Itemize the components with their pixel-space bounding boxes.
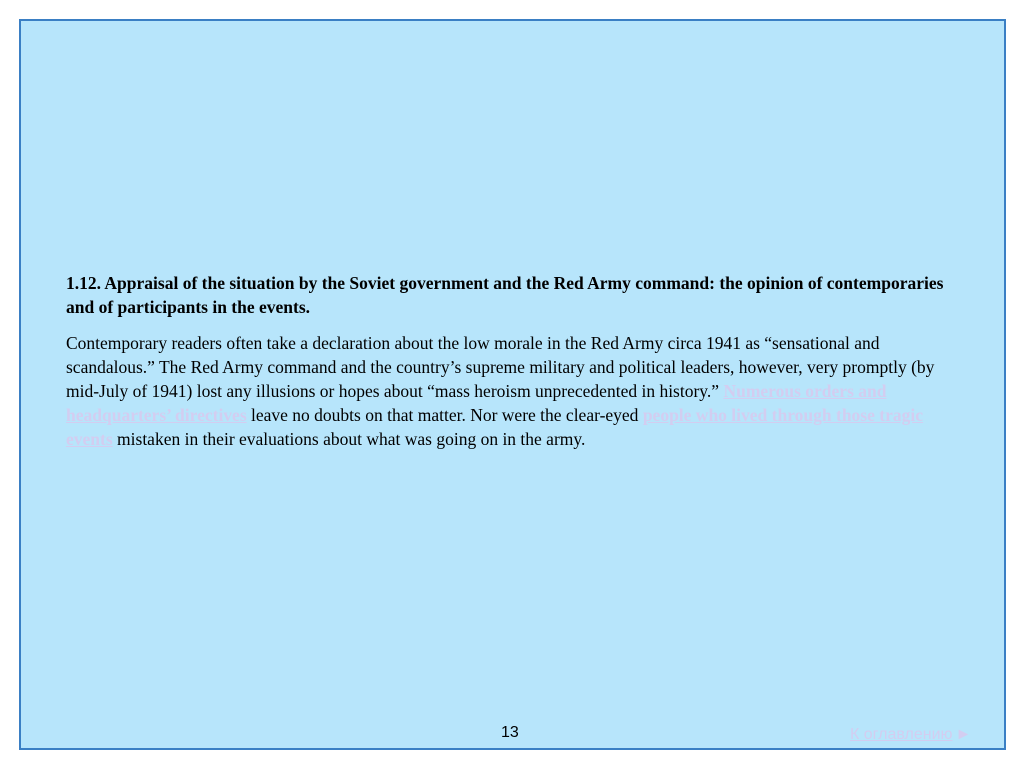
section-heading: 1.12. Appraisal of the situation by the Soviet government and the Red Army command: the opinion of contemporaries and of participants in the events.	[66, 273, 944, 317]
page-number: 13	[501, 724, 519, 741]
table-of-contents-link[interactable]	[850, 726, 971, 744]
paragraph-text-part3: mistaken in their evaluations about what was going on in the army.	[112, 429, 586, 449]
orders-directives-link[interactable]: Numerous orders and headquarters’ directives	[66, 381, 887, 425]
eyewitnesses-link[interactable]: people who lived through those tragic events	[66, 405, 923, 449]
slide-panel	[19, 19, 1006, 750]
body-paragraph	[66, 331, 946, 451]
document-body	[66, 271, 946, 451]
paragraph-text-part2: leave no doubts on that matter. Nor were the clear-eyed	[246, 405, 643, 425]
right-arrow-icon: ►	[955, 726, 972, 743]
paragraph-text-part1: Contemporary readers often take a declaration about the low morale in the Red Army circa 1941 as “sensational and scandalous.” The Red Army command and the country’s supreme military and political leaders, however, very promptly (by mid-July of 1941) lost any illusions or hopes about “mass heroism unprecedented in history.”	[66, 333, 935, 401]
toc-link-label: К оглавлению	[850, 726, 953, 743]
